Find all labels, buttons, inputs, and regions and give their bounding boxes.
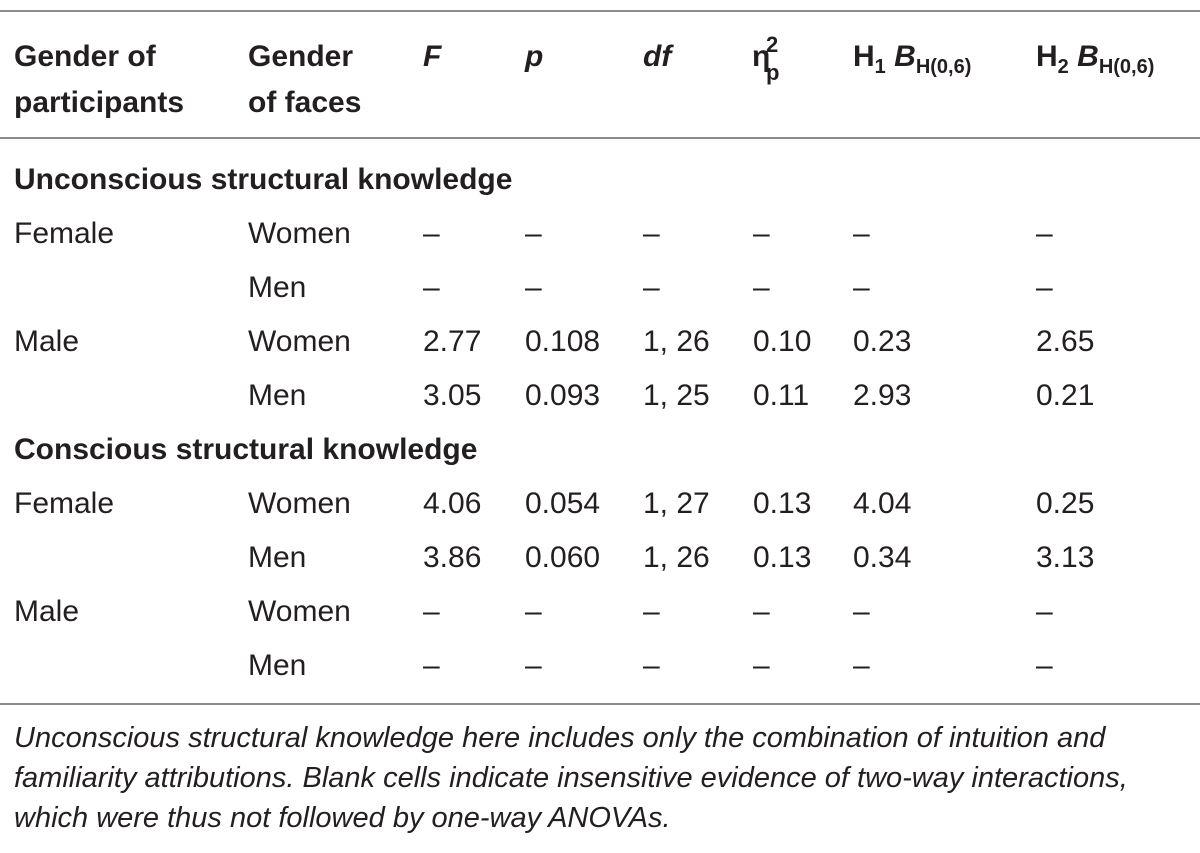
- cell-df: –: [643, 217, 660, 250]
- cell-H2: 0.21: [1036, 379, 1095, 412]
- cell-eta: –: [753, 595, 770, 628]
- cell-H1: –: [853, 595, 870, 628]
- cell-participants: Female: [14, 217, 115, 250]
- table-top-rule: [0, 10, 1200, 12]
- cell-F: 3.86: [423, 541, 482, 574]
- cell-H1: 2.93: [853, 379, 912, 412]
- cell-df: –: [643, 271, 660, 304]
- cell-F: 4.06: [423, 487, 482, 520]
- cell-H1: 4.04: [853, 487, 912, 520]
- cell-df: 1, 25: [643, 379, 710, 412]
- cell-F: 2.77: [423, 325, 482, 358]
- cell-faces: Men: [248, 541, 307, 574]
- cell-df: 1, 27: [643, 487, 710, 520]
- cell-participants: Male: [14, 595, 80, 628]
- header-H1-bayes-factor: $H_1$ $B_{H(0,6)}$: [853, 40, 972, 78]
- cell-faces: Women: [248, 325, 351, 358]
- cell-H2: 0.25: [1036, 487, 1095, 520]
- cell-p: 0.108: [525, 325, 601, 358]
- cell-eta: 0.13: [753, 487, 812, 520]
- cell-faces: Women: [248, 487, 351, 520]
- cell-eta: –: [753, 271, 770, 304]
- cell-faces: Men: [248, 649, 307, 682]
- table-footnote: Unconscious structural knowledge here includes only the combination of intuition and familiarity attributions. Blank cells indicate insensitive evidence of two-way interactions, which were thus not followed by one-way ANOVAs.: [14, 722, 1128, 834]
- cell-p: –: [525, 595, 542, 628]
- header-bottom-rule: [0, 137, 1200, 139]
- cell-H1: 0.34: [853, 541, 912, 574]
- cell-eta: 0.11: [753, 379, 810, 412]
- cell-H2: –: [1036, 649, 1053, 682]
- cell-F: –: [423, 649, 440, 682]
- cell-p: 0.093: [525, 379, 601, 412]
- cell-participants: Female: [14, 487, 115, 520]
- cell-faces: Men: [248, 379, 307, 412]
- cell-H2: 3.13: [1036, 541, 1095, 574]
- header-df: df: [643, 40, 672, 73]
- cell-p: –: [525, 649, 542, 682]
- section-title-unconscious: Unconscious structural knowledge: [14, 163, 513, 196]
- cell-F: –: [423, 217, 440, 250]
- cell-H1: –: [853, 271, 870, 304]
- cell-faces: Men: [248, 271, 307, 304]
- header-H2-bayes-factor: $H_2$ $B_{H(0,6)}$: [1036, 40, 1155, 78]
- cell-H1: –: [853, 649, 870, 682]
- header-p: p: [525, 40, 544, 73]
- header-F: F: [423, 40, 442, 73]
- section-title-conscious: Conscious structural knowledge: [14, 433, 478, 466]
- cell-F: –: [423, 595, 440, 628]
- cell-df: –: [643, 595, 660, 628]
- cell-eta: 0.13: [753, 541, 812, 574]
- cell-df: 1, 26: [643, 541, 710, 574]
- cell-faces: Women: [248, 217, 351, 250]
- cell-faces: Women: [248, 595, 351, 628]
- cell-F: –: [423, 271, 440, 304]
- cell-H1: 0.23: [853, 325, 912, 358]
- cell-H1: –: [853, 217, 870, 250]
- cell-F: 3.05: [423, 379, 482, 412]
- cell-p: 0.054: [525, 487, 601, 520]
- cell-eta: –: [753, 649, 770, 682]
- header-eta-squared: η 2 p: [752, 32, 780, 85]
- cell-p: –: [525, 271, 542, 304]
- cell-df: –: [643, 649, 660, 682]
- cell-H2: –: [1036, 595, 1053, 628]
- cell-df: 1, 26: [643, 325, 710, 358]
- header-gender-of-participants: Gender of participants: [14, 40, 185, 119]
- cell-H2: 2.65: [1036, 325, 1095, 358]
- cell-H2: –: [1036, 271, 1053, 304]
- cell-H2: –: [1036, 217, 1053, 250]
- cell-p: 0.060: [525, 541, 601, 574]
- header-gender-of-faces: Gender of faces: [248, 40, 362, 119]
- table-bottom-rule: [0, 703, 1200, 705]
- cell-p: –: [525, 217, 542, 250]
- cell-participants: Male: [14, 325, 80, 358]
- cell-eta: –: [753, 217, 770, 250]
- cell-eta: 0.10: [753, 325, 812, 358]
